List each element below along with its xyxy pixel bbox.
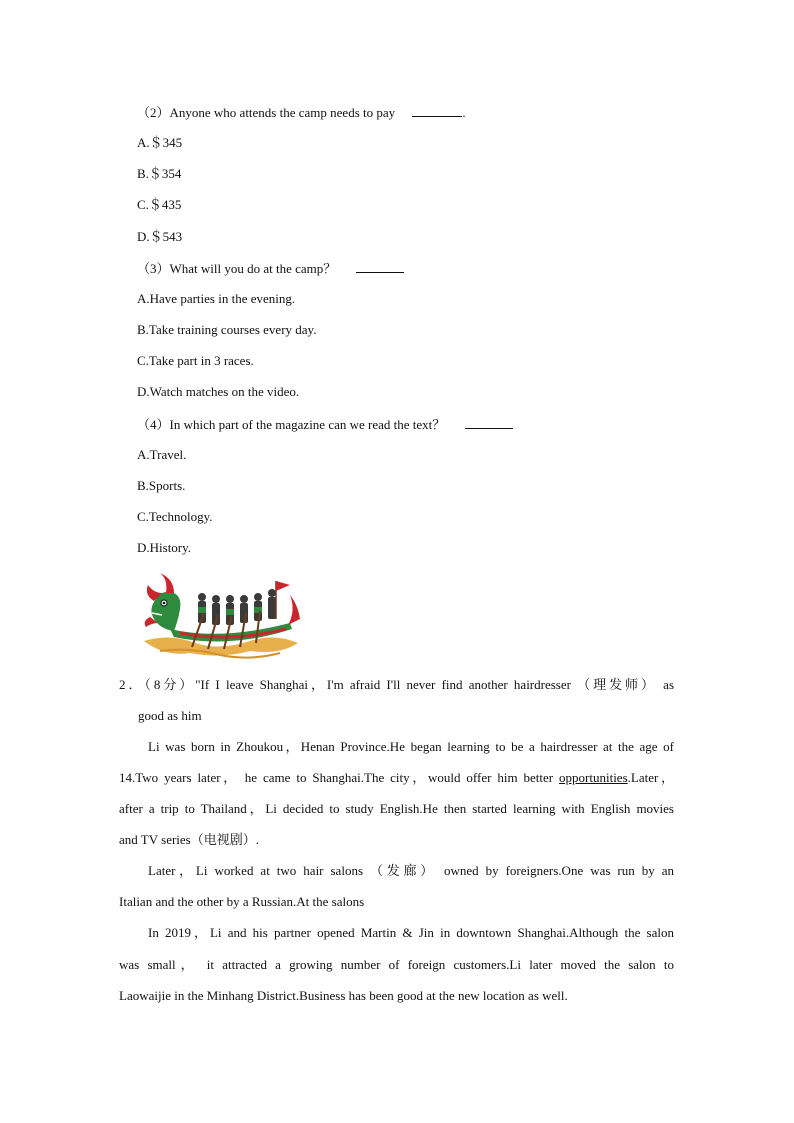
q2-stem-tail: . (462, 105, 466, 120)
q4-stem (137, 416, 513, 433)
opportunities-underlined: opportunities (559, 770, 628, 785)
p3-line-3: Laowaijie in the Minhang District.Business has been good at the new location as well. (119, 988, 568, 1003)
p2-line-2: Italian and the other by a Russian.At the salons (119, 894, 365, 909)
passage2-header-cont: good as him (138, 708, 202, 723)
p2-line-1: Later，Li worked at two hair salons （发廊） owned by foreigners.One was run by an (148, 863, 674, 878)
q2-option-a: A.＄345 (137, 135, 183, 150)
q2-stem-text: （2）Anyone who attends the camp needs to pay (137, 105, 396, 120)
p1-line-3: after a trip to Thailand，Li decided to study English.He then started learning with English movies (119, 801, 674, 816)
p1-line-2 (119, 770, 674, 786)
p1-line-2-a: 14.Two years later， he came to Shanghai.The city，would offer him better (119, 770, 560, 785)
q3-option-c: C.Take part in 3 races. (137, 353, 254, 368)
q3-option-d: D.Watch matches on the video. (137, 384, 300, 399)
q4-option-a: A.Travel. (137, 447, 187, 462)
q3-option-a: A.Have parties in the evening. (137, 291, 296, 306)
p1-line-4: and TV series（电视剧）. (119, 832, 259, 847)
p3-line-1: In 2019，Li and his partner opened Martin & Jin in downtown Shanghai.Although the salon (148, 925, 674, 940)
p1-line-1: Li was born in Zhoukou，Henan Province.He began learning to be a hairdresser at the age of (148, 739, 674, 754)
q2-answer-blank[interactable] (412, 104, 462, 117)
q2-option-b: B.＄354 (137, 166, 182, 181)
rowers (198, 589, 276, 625)
q4-option-d: D.History. (137, 540, 192, 555)
boat-tail (288, 595, 300, 625)
q2-stem (137, 104, 466, 121)
q4-answer-blank[interactable] (465, 416, 513, 429)
q4-stem-text: （4）In which part of the magazine can we read the text？ (137, 417, 446, 432)
dragon-boat-illustration (140, 571, 302, 661)
p3-line-2: was small， it attracted a growing number of foreign customers.Li later moved the salon to (119, 957, 674, 972)
q2-option-d: D.＄543 (137, 229, 183, 244)
q3-answer-blank[interactable] (356, 260, 404, 273)
q3-option-b: B.Take training courses every day. (137, 322, 317, 337)
q2-option-c: C.＄435 (137, 197, 182, 212)
p1-line-2-b: .Later， (627, 770, 674, 785)
q4-option-b: B.Sports. (137, 478, 186, 493)
q3-stem (137, 260, 404, 277)
q3-stem-text: （3）What will you do at the camp？ (137, 261, 337, 276)
passage2-header: 2．（8分）"If I leave Shanghai，I'm afraid I'll never find another hairdresser （理发师） as (119, 677, 674, 692)
q4-option-c: C.Technology. (137, 509, 213, 524)
